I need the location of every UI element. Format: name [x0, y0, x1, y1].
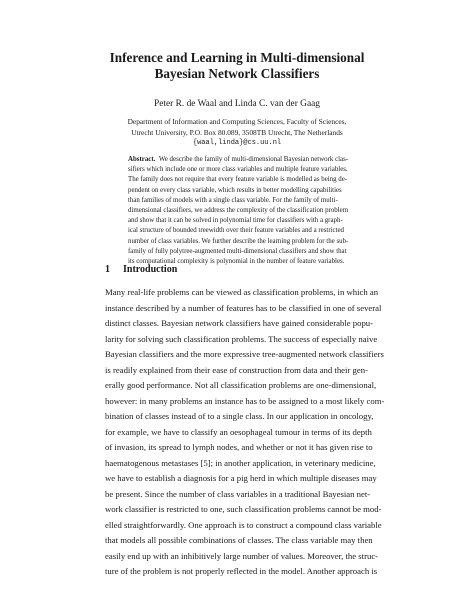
abstract-line: and show that it can be solved in polynomial time for classifiers with a graph- — [128, 217, 343, 225]
abstract-line: family of fully polytree-augmented multi-dimensional classifiers and show that — [128, 247, 347, 255]
title-line: Bayesian Network Classifiers — [154, 66, 320, 81]
body-line: is readily explained from their ease of construction from data and their gen- — [105, 364, 368, 375]
abstract-line: than families of models with a single class variable. For the family of multi- — [128, 196, 338, 204]
body-line: of invasion, its spread to lymph nodes, and whether or not it has given rise to — [105, 442, 373, 452]
abstract — [128, 155, 349, 267]
abstract-line: ical structure of bounded treewidth over their feature variables and a restricted — [128, 227, 345, 235]
abstract-line: The family does not require that every feature variable is modelled as being de- — [128, 176, 348, 184]
body-line: elled straightforwardly. One approach is to construct a compound class variable — [105, 519, 382, 530]
section-title: Introduction — [123, 264, 178, 275]
abstract-line: its computational complexity is polynomial in the number of feature variables. — [128, 258, 345, 266]
body-line: distinct classes. Bayesian network classifiers have gained considerable popu- — [105, 318, 374, 328]
body-line: however: in many problems an instance has to be assigned to a most likely com- — [105, 395, 385, 406]
abstract-text: We describe the family of multi-dimensional Bayesian network clas- — [158, 156, 349, 163]
title-line: Inference and Learning in Multi-dimensional — [109, 50, 365, 65]
abstract-line — [128, 155, 349, 165]
abstract-line: pendent on every class variable, which results in better modelling capabilities — [128, 186, 342, 194]
abstract-line: sifiers which include one or more class variables and multiple feature variables. — [128, 166, 348, 174]
abstract-label: Abstract. — [128, 156, 156, 163]
body-line: easily end up with an inhibitively large number of values. Moreover, the struc- — [105, 550, 379, 561]
body-line: Many real-life problems can be viewed as classification problems, in which an — [105, 287, 379, 297]
body-line: we have to establish a diagnosis for a pig herd in which multiple diseases may — [105, 473, 377, 483]
affiliation — [0, 117, 474, 149]
section-number: 1 — [105, 264, 110, 275]
affiliation-line: Department of Information and Computing Sciences, Faculty of Sciences, — [127, 117, 347, 126]
body-line: haematogenous metastases [5]; in another application, in veterinary medicine, — [105, 457, 376, 468]
body-line: instance described by a number of features has to be classified in one of several — [105, 302, 382, 313]
body-line: for example, we have to classify an oesophageal tumour in terms of its depth — [105, 426, 372, 437]
abstract-line: dimensional classifiers, we address the complexity of the classification problem — [128, 207, 349, 215]
body-line: bination of classes instead of to a single class. In our application in oncology, — [105, 411, 374, 421]
section-heading — [105, 264, 177, 276]
abstract-line: number of class variables. We further describe the learning problem for the sub- — [128, 237, 349, 245]
body-line: erally good performance. Not all classification problems are one-dimensional, — [105, 380, 377, 390]
paper-title — [0, 50, 474, 82]
body-text — [105, 285, 385, 580]
body-line: that models all possible combinations of classes. The class variable may then — [105, 535, 373, 545]
affiliation-line: Utrecht University, P.O. Box 80.089, 3508TB Utrecht, The Netherlands — [131, 127, 343, 137]
body-line: ture of the problem is not properly reflected in the model. Another approach is — [105, 566, 378, 576]
body-line: larity for solving such classification problems. The success of especially naive — [105, 333, 378, 344]
body-line: work classifier is restricted to one, such classification problems cannot be mod- — [105, 504, 382, 514]
body-line: Bayesian classifiers and the more expressive tree-augmented network classifiers — [105, 349, 384, 359]
author-names: Peter R. de Waal and Linda C. van der Gaag — [154, 99, 320, 109]
author-email: {waal,linda}@cs.uu.nl — [192, 139, 282, 147]
body-line: be present. Since the number of class variables in a traditional Bayesian net- — [105, 488, 371, 499]
